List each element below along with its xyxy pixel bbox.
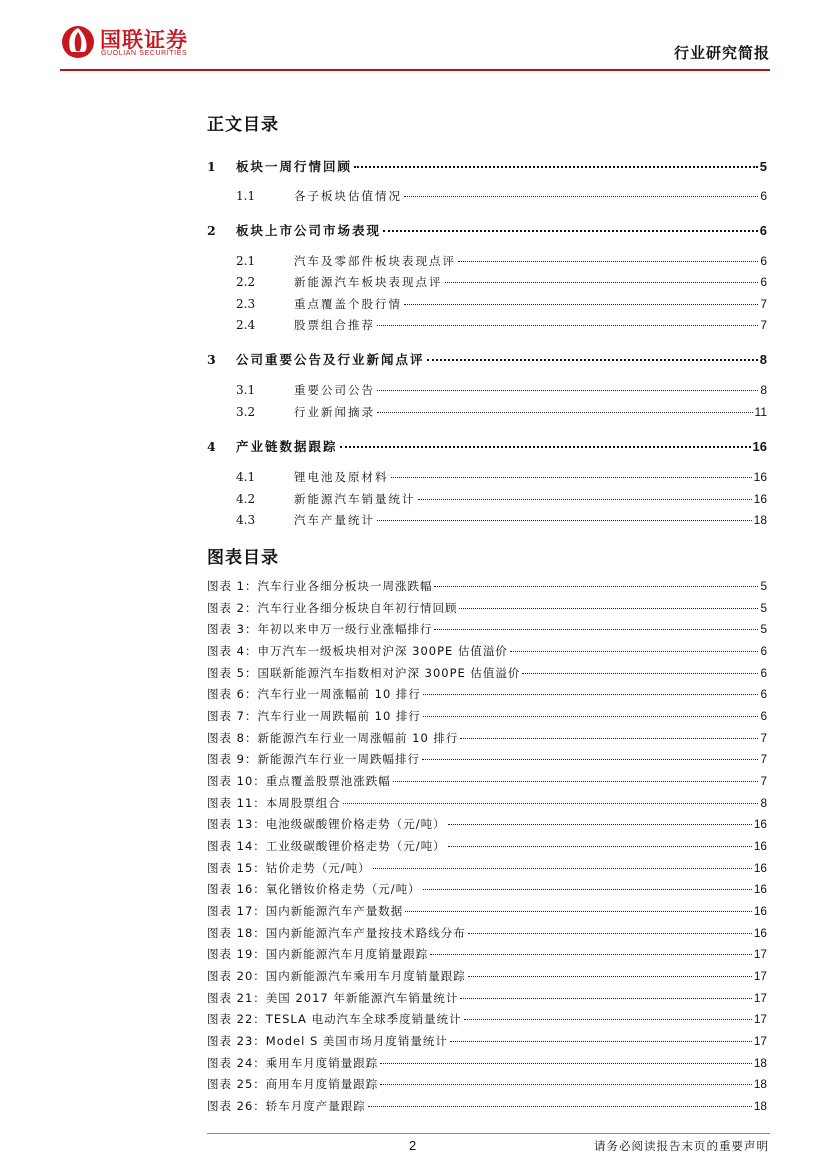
toc-entry-number: 4.2: [236, 492, 256, 506]
toc-entry-page: 11: [754, 405, 767, 419]
guolian-logo-icon: [60, 24, 96, 60]
figure-entry[interactable]: [207, 578, 767, 594]
dot-leader: [380, 1084, 752, 1085]
header-divider: [60, 69, 770, 71]
figure-entry-title: 图表 23：Model S 美国市场月度销量统计: [207, 1034, 448, 1048]
disclaimer-text: 请务必阅读报告末页的重要声明: [594, 1139, 769, 1153]
toc-entry-title: 板块上市公司市场表现: [236, 223, 382, 238]
figure-entry-title: 图表 4：申万汽车一级板块相对沪深 300PE 估值溢价: [207, 644, 508, 658]
toc-entry-1[interactable]: [207, 157, 767, 175]
figure-entry-title: 图表 17：国内新能源汽车产量数据: [207, 904, 404, 918]
toc-entry-2[interactable]: [207, 221, 767, 239]
dot-leader: [468, 976, 752, 977]
dot-leader: [430, 954, 752, 955]
figure-entry[interactable]: [207, 600, 767, 616]
toc-entry-page: 6: [760, 189, 767, 203]
figure-entry[interactable]: [207, 946, 767, 962]
dot-leader: [368, 1106, 752, 1107]
toc-entry-page: 7: [760, 318, 767, 332]
dot-leader: [377, 412, 753, 413]
figure-entry-page: 16: [753, 817, 767, 831]
figure-entry-page: 17: [753, 991, 767, 1005]
dot-leader: [404, 304, 758, 305]
figure-entry[interactable]: [207, 990, 767, 1006]
dot-leader: [354, 166, 758, 168]
figure-entry-title: 图表 9：新能源汽车行业一周跌幅排行: [207, 752, 420, 766]
toc-entry-page: 6: [759, 223, 767, 238]
toc-entry-page: 8: [760, 383, 767, 397]
dot-leader: [450, 1041, 752, 1042]
dot-leader: [343, 803, 759, 804]
toc-entry-title: 各子板块估值情况: [294, 189, 402, 203]
dot-leader: [448, 846, 752, 847]
toc-entry-title: 新能源汽车销量统计: [294, 492, 416, 506]
toc-entry-number: 2.2: [236, 275, 256, 289]
dot-leader: [377, 325, 758, 326]
toc-entry-page: 16: [752, 439, 767, 454]
toc-entry-3[interactable]: [207, 350, 767, 368]
figure-entry-title: 图表 19：国内新能源汽车月度销量跟踪: [207, 947, 429, 961]
figure-entry[interactable]: [207, 903, 767, 919]
toc-entry-page: 16: [753, 492, 767, 506]
figure-entry[interactable]: [207, 795, 767, 811]
toc-entry-number: 2: [207, 223, 216, 238]
figure-entry-title: 图表 26：轿车月度产量跟踪: [207, 1099, 366, 1113]
figure-entry-page: 18: [753, 1099, 767, 1113]
figure-entry[interactable]: [207, 838, 767, 854]
figure-entry-title: 图表 16：氧化镨钕价格走势（元/吨）: [207, 882, 421, 896]
toc-entry-title: 新能源汽车板块表现点评: [294, 275, 443, 289]
figure-entry-title: 图表 20：国内新能源汽车乘用车月度销量跟踪: [207, 969, 466, 983]
dot-leader: [510, 651, 759, 652]
figure-entry-title: 图表 18：国内新能源汽车产量按技术路线分布: [207, 926, 466, 940]
figure-entry-title: 图表 10：重点覆盖股票池涨跌幅: [207, 774, 391, 788]
figure-entry-page: 16: [753, 926, 767, 940]
toc-entry-number: 1: [207, 159, 216, 174]
figure-entry-page: 16: [753, 882, 767, 896]
figure-entry-title: 图表 1：汽车行业各细分板块一周涨跌幅: [207, 579, 433, 593]
figure-entry[interactable]: [207, 1098, 767, 1114]
toc-entry-number: 3: [207, 352, 216, 367]
toc-entry-page: 16: [753, 470, 767, 484]
report-type-label: 行业研究简报: [673, 44, 770, 62]
toc-entry-title: 产业链数据跟踪: [236, 439, 338, 454]
toc-entry-4-3[interactable]: [236, 512, 767, 528]
figure-entry-page: 5: [760, 579, 767, 593]
figure-entry-page: 8: [760, 796, 767, 810]
toc-entry-number: 1.1: [236, 189, 256, 203]
dot-leader: [434, 629, 758, 630]
toc-entry-3-1[interactable]: [236, 382, 767, 398]
dot-leader: [405, 911, 752, 912]
toc-entry-number: 2.1: [236, 254, 256, 268]
toc-entry-page: 5: [759, 159, 767, 174]
toc-heading: 正文目录: [207, 115, 279, 135]
logo-chinese-name: 国联证券: [100, 28, 188, 52]
dot-leader: [340, 446, 751, 448]
figure-entry[interactable]: [207, 1011, 767, 1027]
figure-entry[interactable]: [207, 621, 767, 637]
toc-entry-title: 股票组合推荐: [294, 318, 375, 332]
toc-entry-title: 汽车产量统计: [294, 513, 375, 527]
dot-leader: [377, 390, 758, 391]
dot-leader: [423, 716, 759, 717]
figure-entry[interactable]: [207, 686, 767, 702]
figure-entry-page: 7: [760, 752, 767, 766]
figure-entry-title: 图表 22：TESLA 电动汽车全球季度销量统计: [207, 1012, 462, 1026]
figure-entry-title: 图表 5：国联新能源汽车指数相对沪深 300PE 估值溢价: [207, 666, 521, 680]
figure-entry-title: 图表 15：钴价走势（元/吨）: [207, 861, 371, 875]
dot-leader: [423, 889, 752, 890]
figure-entry-page: 16: [753, 904, 767, 918]
figure-entry-title: 图表 24：乘用车月度销量跟踪: [207, 1056, 379, 1070]
dot-leader: [460, 738, 758, 739]
dot-leader: [418, 499, 752, 500]
toc-entry-number: 4: [207, 439, 216, 454]
figure-entry-title: 图表 25：商用车月度销量跟踪: [207, 1077, 379, 1091]
figure-entry-title: 图表 7：汽车行业一周跌幅前 10 排行: [207, 709, 421, 723]
figure-entry-page: 6: [760, 709, 767, 723]
toc-entry-number: 2.4: [236, 318, 256, 332]
dot-leader: [393, 781, 759, 782]
figure-entry[interactable]: [207, 816, 767, 832]
figure-entry-page: 17: [753, 1034, 767, 1048]
toc-entry-4-2[interactable]: [236, 491, 767, 507]
figure-entry[interactable]: [207, 860, 767, 876]
figure-entry[interactable]: [207, 708, 767, 724]
figure-entry-page: 5: [760, 622, 767, 636]
dot-leader: [427, 359, 758, 361]
company-logo: [60, 22, 210, 66]
toc-entry-page: 6: [760, 275, 767, 289]
toc-entry-title: 板块一周行情回顾: [236, 159, 353, 174]
toc-entry-1-1[interactable]: [236, 188, 767, 204]
page-number: 2: [409, 1138, 417, 1153]
figure-entry-title: 图表 21：美国 2017 年新能源汽车销量统计: [207, 991, 459, 1005]
dot-leader: [383, 230, 758, 232]
toc-entry-2-1[interactable]: [236, 253, 767, 269]
page-header: [60, 22, 770, 72]
footer-divider: [207, 1133, 770, 1134]
figure-entry-page: 6: [760, 687, 767, 701]
figure-entry[interactable]: [207, 1076, 767, 1092]
dot-leader: [522, 673, 758, 674]
dot-leader: [422, 759, 758, 760]
toc-entry-page: 6: [760, 254, 767, 268]
figures-heading: 图表目录: [207, 548, 279, 568]
figure-entry-page: 7: [760, 731, 767, 745]
dot-leader: [460, 998, 752, 999]
toc-entry-2-3[interactable]: [236, 296, 767, 312]
toc-entry-number: 4.1: [236, 470, 256, 484]
figure-entry-page: 17: [753, 969, 767, 983]
figure-entry-page: 18: [753, 1077, 767, 1091]
toc-entry-2-2[interactable]: [236, 274, 767, 290]
toc-entry-title: 行业新闻摘录: [294, 405, 375, 419]
logo-english-name: GUOLIAN SECURITIES: [101, 50, 188, 57]
figure-entry[interactable]: [207, 751, 767, 767]
toc-entry-number: 4.3: [236, 513, 256, 527]
figure-entry[interactable]: [207, 730, 767, 746]
figure-entry-page: 6: [760, 644, 767, 658]
toc-entry-page: 18: [753, 513, 767, 527]
figure-entry-title: 图表 6：汽车行业一周涨幅前 10 排行: [207, 687, 421, 701]
dot-leader: [391, 477, 752, 478]
toc-entry-number: 3.1: [236, 383, 256, 397]
figure-entry-title: 图表 11：本周股票组合: [207, 796, 341, 810]
figure-entry-page: 7: [760, 774, 767, 788]
dot-leader: [380, 1063, 752, 1064]
figure-entry[interactable]: [207, 665, 767, 681]
toc-entry-page: 7: [760, 297, 767, 311]
figure-entry[interactable]: [207, 1033, 767, 1049]
toc-entry-number: 3.2: [236, 405, 256, 419]
figure-entry[interactable]: [207, 1055, 767, 1071]
figure-entry-page: 6: [760, 666, 767, 680]
figure-entry[interactable]: [207, 968, 767, 984]
figure-entry-title: 图表 13：电池级碳酸锂价格走势（元/吨）: [207, 817, 446, 831]
toc-entry-2-4[interactable]: [236, 317, 767, 333]
figure-entry-page: 18: [753, 1056, 767, 1070]
dot-leader: [459, 608, 758, 609]
figure-entry-page: 16: [753, 861, 767, 875]
figure-entry[interactable]: [207, 773, 767, 789]
figure-entry-title: 图表 2：汽车行业各细分板块自年初行情回顾: [207, 601, 458, 615]
dot-leader: [445, 282, 759, 283]
figure-entry[interactable]: [207, 881, 767, 897]
toc-entry-4-1[interactable]: [236, 469, 767, 485]
dot-leader: [423, 694, 759, 695]
dot-leader: [434, 586, 758, 587]
figure-entry-title: 图表 14：工业级碳酸锂价格走势（元/吨）: [207, 839, 446, 853]
figure-entry[interactable]: [207, 643, 767, 659]
figure-entry-page: 17: [753, 947, 767, 961]
dot-leader: [458, 261, 758, 262]
toc-entry-4[interactable]: [207, 437, 767, 455]
toc-entry-number: 2.3: [236, 297, 256, 311]
dot-leader: [373, 868, 752, 869]
dot-leader: [448, 824, 752, 825]
toc-entry-title: 重要公司公告: [294, 383, 375, 397]
dot-leader: [464, 1019, 752, 1020]
dot-leader: [377, 520, 752, 521]
toc-entry-page: 8: [759, 352, 767, 367]
dot-leader: [468, 933, 752, 934]
figure-entry-page: 17: [753, 1012, 767, 1026]
figure-entry[interactable]: [207, 925, 767, 941]
figure-entry-page: 16: [753, 839, 767, 853]
toc-entry-title: 锂电池及原材料: [294, 470, 389, 484]
toc-entry-title: 汽车及零部件板块表现点评: [294, 254, 456, 268]
figure-entry-title: 图表 8：新能源汽车行业一周涨幅前 10 排行: [207, 731, 459, 745]
figure-entry-page: 5: [760, 601, 767, 615]
toc-entry-title: 重点覆盖个股行情: [294, 297, 402, 311]
toc-entry-3-2[interactable]: [236, 404, 767, 420]
figure-entry-title: 图表 3：年初以来申万一级行业涨幅排行: [207, 622, 433, 636]
dot-leader: [404, 196, 758, 197]
toc-entry-title: 公司重要公告及行业新闻点评: [236, 352, 425, 367]
